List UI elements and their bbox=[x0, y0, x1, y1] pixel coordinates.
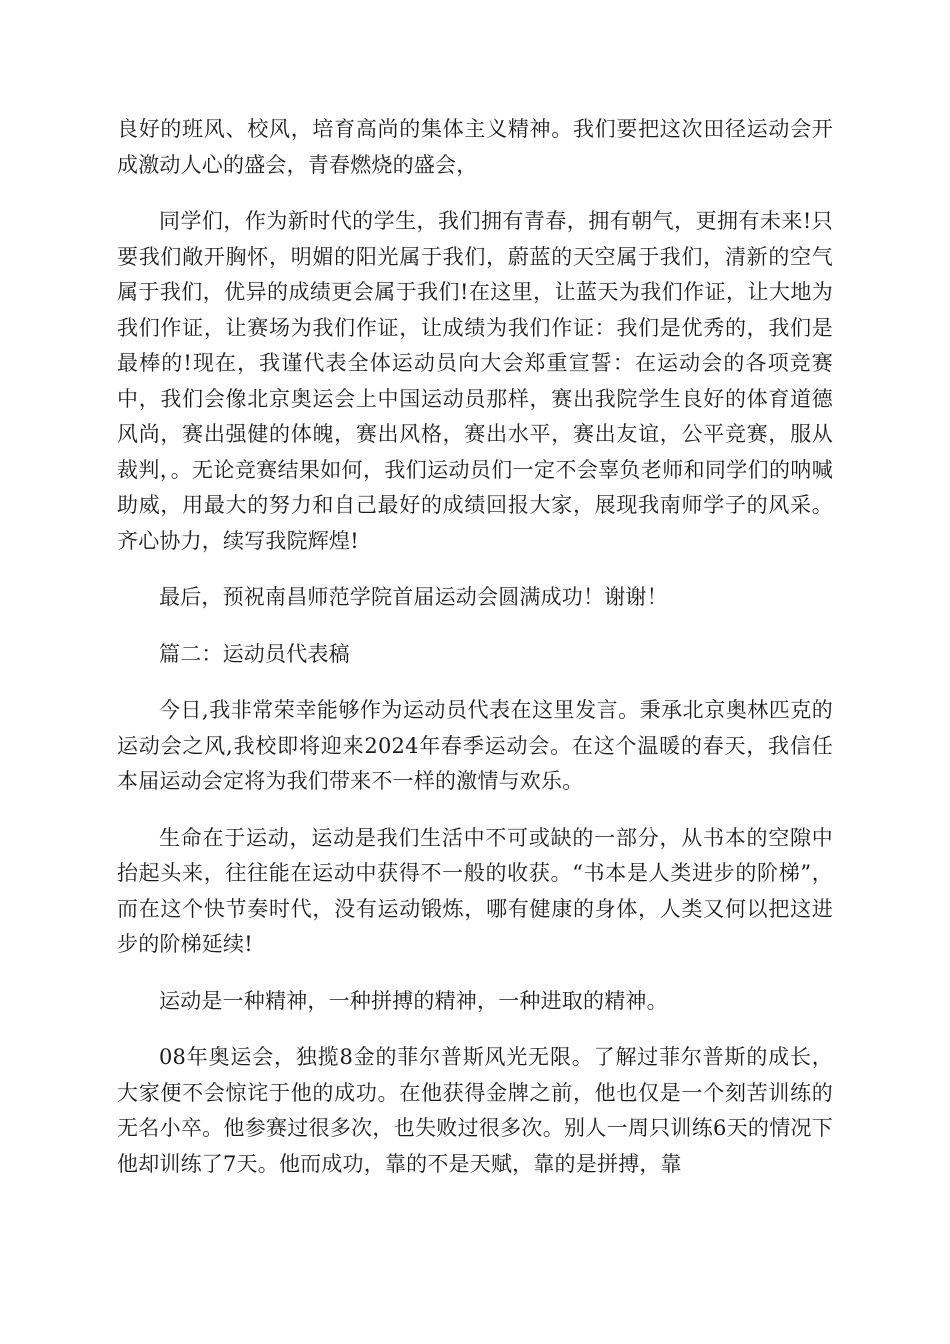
paragraph-6: 生命在于运动，运动是我们生活中不可或缺的一部分，从书本的空隙中抬起头来，往往能在运动中获得不一般的收获。“书本是人类进步的阶梯”，而在这个快节奏时代，没有运动锻炼，哪有健康的身体，人类又何以把这进步的阶梯延续! bbox=[117, 825, 833, 956]
paragraph-8: 08年奥运会，独揽8金的菲尔普斯风光无限。了解过菲尔普斯的成长，大家便不会惊诧于他的成功。在他获得金牌之前，他也仅是一个刻苦训练的无名小卒。他参赛过很多次，也失败过很多次。别人一周只训练6天的情况下他却训练了7天。他而成功，靠的不是天赋，靠的是拼搏，靠 bbox=[117, 1045, 833, 1176]
paragraph-7: 运动是一种精神，一种拼搏的精神，一种进取的精神。 bbox=[159, 988, 668, 1013]
paragraph-5: 今日,我非常荣幸能够作为运动员代表在这里发言。秉承北京奥林匹克的运动会之风,我校即将迎来2024年春季运动会。在这个温暖的春天，我信任本届运动会定将为我们带来不一样的激情与欢乐。 bbox=[117, 698, 833, 793]
document-page bbox=[117, 112, 833, 1182]
paragraph-2: 同学们，作为新时代的学生，我们拥有青春，拥有朝气，更拥有未来!只要我们敞开胸怀，明媚的阳光属于我们，蔚蓝的天空属于我们，清新的空气属于我们，优异的成绩更会属于我们!在这里，让蓝天为我们作证，让大地为我们作证，让赛场为我们作证，让成绩为我们作证：我们是优秀的，我们是最棒的!现在，我谨代表全体运动员向大会郑重宣誓：在运动会的各项竞赛中，我们会像北京奥运会上中国运动员那样，赛出我院学生良好的体育道德风尚，赛出强健的体魄，赛出风格，赛出水平，赛出友谊，公平竞赛，服从裁判，。无论竞赛结果如何，我们运动员们一定不会辜负老师和同学们的呐喊助威，用最大的努力和自己最好的成绩回报大家，展现我南师学子的风采。齐心协力，续写我院辉煌! bbox=[117, 209, 833, 553]
section-heading: 篇二：运动员代表稿 bbox=[159, 641, 350, 666]
paragraph-1: 良好的班风、校风，培育高尚的集体主义精神。我们要把这次田径运动会开成激动人心的盛会，青春燃烧的盛会， bbox=[117, 117, 833, 177]
paragraph-3: 最后，预祝南昌师范学院首届运动会圆满成功！谢谢！ bbox=[159, 585, 668, 609]
